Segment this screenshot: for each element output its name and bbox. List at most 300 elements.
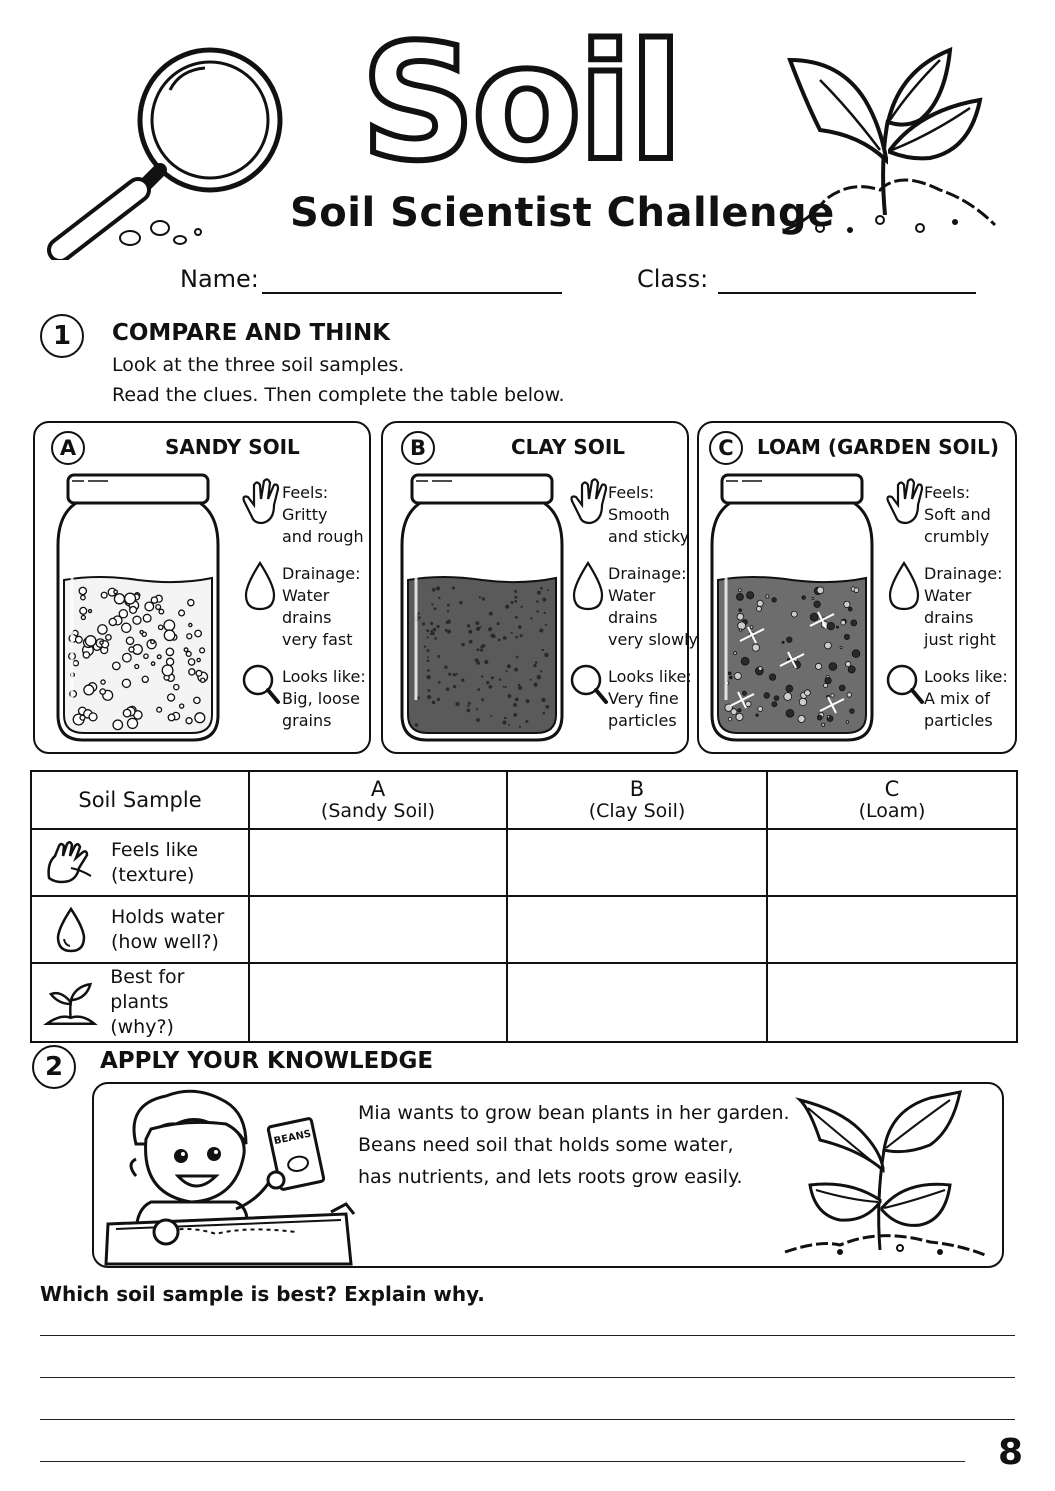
loam-particle [812,597,814,599]
clay-particle [432,588,436,592]
sand-grain [84,685,94,695]
clay-particle [547,589,549,591]
sand-grain [122,623,131,632]
clue-label: Drainage: [924,564,1003,583]
loam-particle [829,663,837,671]
clue-text: Water [608,586,656,605]
clay-particle [477,688,480,691]
clay-particle [503,686,505,688]
answer-line[interactable] [40,1377,1015,1378]
page-title: Soil [360,18,680,188]
clay-particle [432,701,436,705]
clay-particle [515,698,519,702]
row-header [31,829,249,896]
sand-grain [194,697,200,703]
water-drop-icon [41,905,101,955]
story-line: Mia wants to grow bean plants in her garden. [358,1102,790,1124]
loam-particle [729,676,732,679]
sand-grain [123,653,132,662]
loam-particle [758,667,762,671]
jar-lid [722,475,862,503]
clay-particle [511,601,514,604]
sand-grain [166,648,173,655]
row-sublabel: (texture) [111,863,195,886]
loam-particle [742,691,746,695]
loam-particle [822,723,825,726]
answer-line[interactable] [40,1461,965,1462]
clay-particle [518,686,522,690]
clay-particle [516,656,519,659]
loam-particle [814,601,820,607]
answer-cell[interactable] [767,896,1017,963]
clay-particle [415,723,418,726]
clue-label: Drainage: [608,564,687,583]
loam-particle [746,701,752,707]
clay-particle [539,628,543,632]
sand-grain [157,707,162,712]
loam-particle [787,637,792,642]
clay-particle [455,702,459,706]
clay-particle [461,678,464,681]
story-line: has nutrients, and lets roots grow easily. [358,1166,743,1188]
clay-particle [490,628,492,630]
clay-particle [502,720,506,724]
clay-particle [446,621,449,624]
clay-particle [513,703,517,707]
loam-particle [786,709,794,717]
answer-cell[interactable] [767,829,1017,896]
loam-particle [734,652,737,655]
clay-particle [427,649,430,652]
sand-grain [144,654,148,658]
sand-grain [180,704,184,708]
loam-particle [850,709,855,714]
sand-grain [129,647,134,652]
jar-lid [68,475,208,503]
clay-particle [525,720,528,723]
loam-particle [739,609,742,612]
loam-particle [840,646,842,648]
clay-particle [542,649,544,651]
sprout-icon [41,978,100,1028]
sand-grain [151,597,157,603]
child-with-seed-packet-illustration [96,1084,358,1266]
clay-particle [461,643,465,647]
row-header [31,896,249,963]
loam-particle [839,685,845,691]
jar-lid [412,475,552,503]
row-sublabel: (why?) [110,1016,174,1038]
answer-cell[interactable] [507,963,767,1042]
row-label: Best for plants [110,966,185,1013]
sand-grain [166,658,173,665]
sand-grain [168,694,175,701]
clue-text: and rough [282,527,364,546]
loam-particle [782,641,784,643]
loam-particle [728,717,731,720]
column-letter: B [629,777,645,801]
clay-particle [434,637,437,640]
sand-grain [89,713,97,721]
sand-grain [151,662,154,665]
column-header-a [249,771,507,829]
clay-particle [513,713,517,717]
soil-sample-fill [408,577,556,733]
clue-text: crumbly [924,527,990,546]
clay-particle [469,640,473,644]
loam-particle [825,677,831,683]
sand-grain [106,635,112,641]
sand-grain [188,659,194,665]
clay-particle [533,664,536,667]
clay-particle [481,644,485,648]
clay-particle [508,724,510,726]
sand-grain [83,652,89,658]
class-label: Class: [637,265,709,293]
clay-particle [541,698,545,702]
clay-particle [437,625,440,628]
clay-particle [459,601,463,605]
table-row [31,963,1017,1042]
sand-grain [125,593,136,604]
answer-line[interactable] [40,1419,1015,1420]
sand-grain [89,610,92,613]
clay-particle [475,621,479,625]
clay-particle [489,612,493,616]
sand-grain [135,665,139,669]
sand-grain [75,636,82,643]
column-header-b [507,771,767,829]
loam-particle [769,674,775,680]
clay-particle [514,668,518,672]
sand-grain [101,680,105,684]
clay-particle [456,673,458,675]
clue-label: Looks like: [282,667,366,686]
sand-grain [81,615,85,619]
loam-particle [757,606,762,611]
row-sublabel: (how well?) [111,930,219,953]
answer-cell[interactable] [249,896,507,963]
loam-particle [815,663,821,669]
clay-particle [418,616,421,619]
sand-grain [130,606,137,613]
looks-clue [608,666,692,732]
clay-particle [479,596,481,598]
clue-text: Big, loose [282,689,360,708]
sample-name: SANDY SOIL [165,435,300,459]
clay-particle [544,653,548,657]
loam-particle [786,685,793,692]
loam-particle [836,626,838,628]
clay-particle [467,705,469,707]
sand-grain [151,640,155,644]
clay-particle [520,634,523,637]
clay-particle [444,665,447,668]
loam-particle [825,642,832,649]
loam-particle [848,607,852,611]
clay-particle [520,606,522,608]
loam-particle [772,598,777,603]
clay-particle [503,636,507,640]
sand-grain [188,600,194,606]
loam-particle [802,596,806,600]
sand-grain [133,616,141,624]
loam-particle [810,613,818,621]
looks-clue [924,666,1008,732]
comparison-table [30,770,1018,1043]
clay-particle [504,717,506,719]
clue-label: Looks like: [924,667,1008,686]
clay-particle [491,634,495,638]
clue-text: very fast [282,630,353,649]
clue-label: Drainage: [282,564,361,583]
sand-grain [143,614,151,622]
loam-particle [739,629,741,631]
sample-letter: B [401,431,435,465]
clay-particle [427,636,429,638]
loam-particle [841,620,846,625]
column-letter: C [884,777,900,801]
column-letter: A [370,777,386,801]
magnifier-handle [268,690,278,702]
hand-icon [244,479,279,523]
clue-text: grains [282,711,332,730]
clay-particle [491,676,494,679]
clay-particle [433,628,437,632]
clay-particle [427,669,430,672]
drainage-clue [282,563,360,651]
answer-cell[interactable] [249,963,507,1042]
loam-particle [750,626,753,629]
sand-grain [85,636,95,646]
sand-grain [100,689,105,694]
clay-particle [544,612,546,614]
loam-particle [738,709,741,712]
clay-particle [426,675,430,679]
clue-text: drains [608,608,658,627]
water-drop-icon [574,563,602,609]
sand-grain [157,655,161,659]
sand-grain [122,679,130,687]
sand-grain [186,718,192,724]
clue-text: drains [924,608,974,627]
sand-grain [113,662,121,670]
clay-particle [514,596,517,599]
sample-letter: A [51,431,85,465]
sand-grain [159,625,163,629]
loam-particle [734,672,741,679]
clay-particle [511,632,513,634]
clay-particle [476,648,479,651]
feels-clue [924,482,991,548]
sand-grain [80,607,87,614]
clay-particle [514,590,517,593]
sand-grain [201,678,205,682]
column-header-c [767,771,1017,829]
answer-line[interactable] [40,1335,1015,1336]
loam-particle [844,601,850,607]
answer-cell[interactable] [507,896,767,963]
clay-particle [430,622,433,625]
sand-grain [196,670,202,676]
table-corner-header [31,771,249,829]
clay-particle [530,617,532,619]
clay-particle [434,607,437,610]
clay-particle [526,699,530,703]
loam-particle [851,620,857,626]
sand-grain [200,648,205,653]
sand-grain [100,641,103,644]
clay-particle [476,661,480,665]
clay-particle [535,661,538,664]
section-title: COMPARE AND THINK [112,320,391,346]
hand-icon [572,479,607,523]
loam-particle [736,713,743,720]
loam-particle [827,715,830,718]
sand-grain [195,713,205,723]
clay-particle [486,681,489,684]
clay-particle [482,597,485,600]
clay-particle [437,655,440,658]
sand-grain [164,630,174,640]
sand-grain [114,594,124,604]
sand-grain [113,720,123,730]
loam-particle [764,693,770,699]
feels-clue [282,482,364,548]
clay-particle [438,597,440,599]
loam-particle [774,696,779,701]
clue-text: and sticky [608,527,690,546]
loam-particle [827,622,834,629]
hand-icon [888,479,923,523]
loam-particle [791,611,797,617]
section-title: APPLY YOUR KNOWLEDGE [100,1048,434,1074]
clue-text: particles [924,711,993,730]
clay-particle [514,600,517,603]
clay-particle [447,630,451,634]
loam-particle [844,634,849,639]
drainage-clue [608,563,698,651]
clay-particle [542,598,546,602]
clay-particle [476,718,480,722]
clay-particle [467,624,470,627]
clay-particle [453,673,456,676]
loam-particle [804,690,810,696]
clue-text: particles [608,711,677,730]
row-header [31,963,249,1042]
loam-particle [728,672,731,675]
clay-particle [426,629,429,632]
loam-particle [752,644,759,651]
clue-label: Feels: [608,483,655,502]
clay-particle [436,586,440,590]
clay-particle [499,678,501,680]
bean-plant-illustration [780,1090,990,1262]
loam-particle [756,714,758,716]
table-row [31,829,1017,896]
clue-text: very slowly [608,630,699,649]
clay-particle [497,622,500,625]
clay-particle [543,712,546,715]
magnifier-handle [912,690,922,702]
clay-particle [505,605,509,609]
loam-particle [738,589,741,592]
clay-particle [430,630,433,633]
loam-particle [757,600,763,606]
name-label: Name: [180,265,259,293]
seed-packet-label: BEANS [272,1128,313,1148]
clay-particle [508,694,512,698]
sand-grain [126,637,133,644]
clay-particle [518,625,522,629]
loam-particle [824,683,828,687]
clay-particle [545,705,549,709]
column-name: (Loam) [858,800,926,822]
loam-particle [736,593,743,600]
answer-cell[interactable] [249,829,507,896]
clay-particle [431,603,433,605]
clay-particle [534,683,538,687]
clay-particle [453,685,456,688]
clue-text: Very fine [608,689,679,708]
clay-particle [537,675,541,679]
sand-grain [145,602,154,611]
clay-particle [515,616,518,619]
sand-grain [140,630,143,633]
sand-grain [187,634,192,639]
clue-text: Soft and [924,505,991,524]
clue-text: Smooth [608,505,670,524]
instruction-line: Read the clues. Then complete the table below. [112,384,565,406]
answer-cell[interactable] [767,963,1017,1042]
clay-particle [468,702,471,705]
water-drop-icon [246,563,274,609]
feels-clue [608,482,689,548]
column-name: (Sandy Soil) [320,800,436,822]
clay-particle [428,689,431,692]
sand-grain [164,620,175,631]
question-prompt: Which soil sample is best? Explain why. [40,1282,485,1306]
clue-text: Gritty [282,505,328,524]
clay-particle [438,681,441,684]
clay-particle [530,679,532,681]
clay-particle [545,624,547,626]
sand-grain [73,661,78,666]
loam-particle [758,707,763,712]
sand-grain [168,714,175,721]
clay-particle [446,687,450,691]
hand-icon [41,838,101,888]
loam-particle [784,693,792,701]
row-label: Feels like [111,838,199,861]
sample-name: CLAY SOIL [511,435,626,459]
section-number: 1 [40,314,84,358]
drainage-clue [924,563,1002,651]
clay-particle [507,664,511,668]
clay-particle [536,600,539,603]
clay-particle [452,586,455,589]
answer-cell[interactable] [507,829,767,896]
clay-particle [422,622,425,625]
loam-particle [766,595,769,598]
sand-grain [186,651,191,656]
clay-particle [498,639,501,642]
row-label: Holds water [111,905,225,928]
sand-grain [109,618,116,625]
clue-text: drains [282,608,332,627]
sand-grain [162,665,173,676]
water-drop-icon [890,563,918,609]
